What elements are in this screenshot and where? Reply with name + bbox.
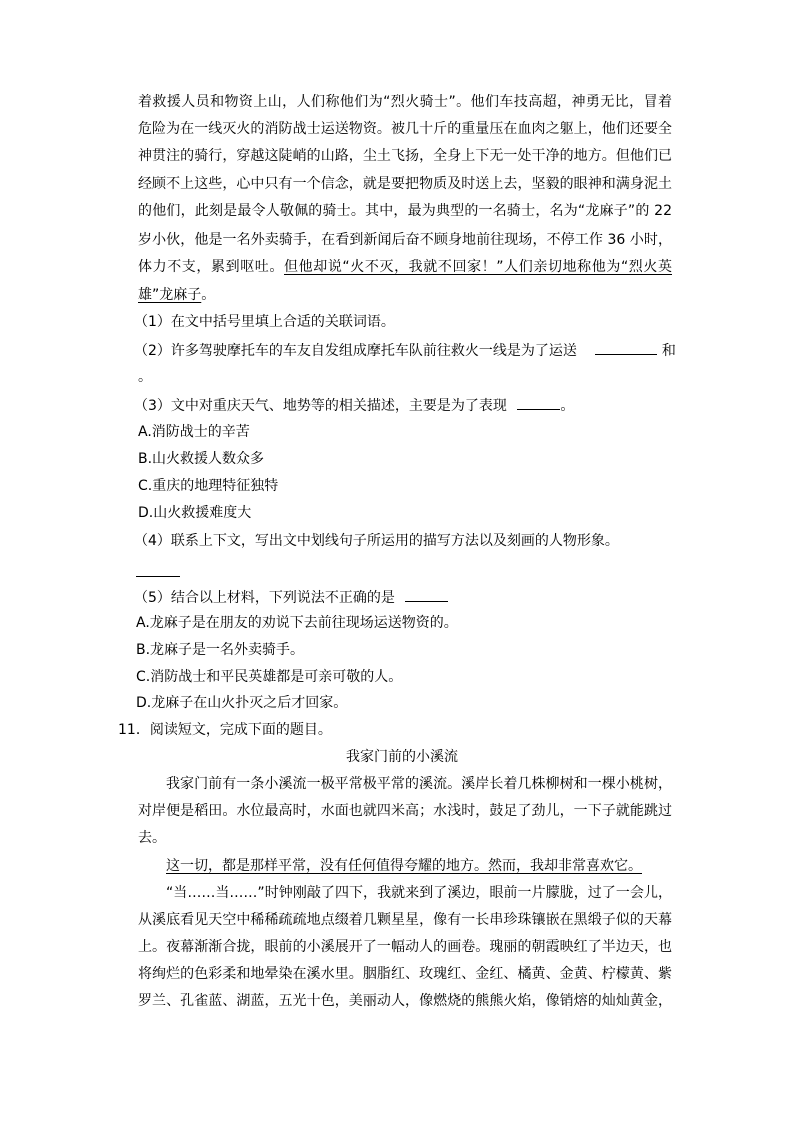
question-5-text: （5）结合以上材料，下列说法不正确的是 [134,590,395,606]
q5-option-a: A.龙麻子是在朋友的劝说下去前往现场运送物资的。 [136,615,458,631]
underlined-sentence: 雄”龙麻子 [138,287,202,303]
text-segment: 罗兰、孔雀蓝、湖蓝，五光十色，美丽动人，像燃烧的熊熊火焰，像销熔的灿灿黄金， [138,993,672,1009]
text-segment: 从溪底看见天空中稀稀疏疏地点缀着几颗星星，像有一长串珍珠镶嵌在黑缎子似的天幕 [138,912,672,928]
question-1: （1）在文中括号里填上合适的关联词语。 [134,314,395,330]
text-segment: 对岸便是稻田。水位最高时，水面也就四米高；水浅时，鼓足了劲儿，一下子就能跳过 [138,803,672,819]
text-segment: 危险为在一线灭火的消防战士运送物资。被几十斤的重量压在血肉之躯上，他们还要全 [138,121,672,137]
q5-option-c: C.消防战士和平民英雄都是可亲可敬的人。 [136,669,403,685]
text-line [166,883,672,903]
text-line [138,285,215,305]
question-2-and: 和 [661,343,676,359]
text-line [138,964,672,984]
question-3-text: （3）文中对重庆天气、地势等的相关描述，主要是为了表现 [134,398,507,414]
text-line [138,201,672,221]
text-line [166,774,672,794]
text-line [138,92,672,112]
text-segment: 经顾不上这些，心中只有一个信念，就是要把物质及时送上去，坚毅的眼神和满身泥土 [138,176,672,192]
q3-option-b: B.山火救援人数众多 [138,451,265,467]
text-line [166,856,642,876]
text-line [138,991,672,1011]
text-line [138,257,672,277]
q5-option-b: B.龙麻子是一名外卖骑手。 [136,642,305,658]
question-2 [134,340,676,360]
answer-blank[interactable] [405,587,448,602]
q5-option-d: D.龙麻子在山火扑灭之后才回家。 [136,695,348,711]
answer-blank[interactable] [136,576,180,577]
question-2-text: （2）许多驾驶摩托车的车友自发组成摩托车队前往救火一线是为了运送 [134,343,577,359]
question-11-prompt: 11．阅读短文，完成下面的题目。 [118,722,332,738]
text-line [138,230,672,250]
text-segment: 着救援人员和物资上山，人们称他们为“烈火骑士”。他们车技高超，神勇无比，冒着 [138,94,672,110]
text-segment: 神贯注的骑行，穿越这陡峭的山路，尘土飞扬，全身上下无一处干净的地方。但他们已 [138,148,672,164]
answer-blank[interactable] [595,340,657,355]
text-segment: 去。 [138,830,166,846]
question-5 [134,587,448,607]
text-segment: 体力不支，累到呕吐。 [138,259,285,275]
q3-option-c: C.重庆的地理特征独特 [138,478,279,494]
text-segment: 。 [201,287,216,303]
text-line [138,910,672,930]
text-line [138,174,672,194]
text-line [138,146,672,166]
underlined-sentence: 这一切，都是那样平常，没有任何值得夸耀的地方。然而，我却非常喜欢它。 [166,858,642,874]
text-line [138,119,672,139]
text-line [138,937,672,957]
question-3-end: 。 [560,398,575,414]
question-4: （4）联系上下文，写出文中划线句子所运用的描写方法以及刻画的人物形象。 [134,533,619,549]
article-title: 我家门前的小溪流 [346,749,458,765]
text-line [138,828,166,848]
underlined-sentence: 但他却说“火不灭，我就不回家！”人们亲切地称他为“烈火英 [284,259,672,275]
text-segment: 岁小伙，他是一名外卖骑手，在看到新闻后奋不顾身地前往现场，不停工作 36 小时， [138,232,672,248]
answer-blank[interactable] [517,395,560,410]
text-line [138,801,672,821]
question-3 [134,395,574,415]
text-segment: 的他们，此刻是最令人敬佩的骑士。其中，最为典型的一名骑士，名为“龙麻子”的 22 [138,203,672,219]
text-segment: “当……当……”时钟刚敲了四下，我就来到了溪边，眼前一片朦胧，过了一会儿， [166,885,672,901]
text-segment: 将绚烂的色彩柔和地晕染在溪水里。胭脂红、玫瑰红、金红、橘黄、金黄、柠檬黄、紫 [138,966,672,982]
q3-option-d: D.山火救援难度大 [138,505,252,521]
question-2-end: 。 [138,369,152,385]
text-segment: 上。夜幕渐渐合拢，眼前的小溪展开了一幅动人的画卷。瑰丽的朝霞映红了半边天，也 [138,939,672,955]
text-segment: 我家门前有一条小溪流一极平常极平常的溪流。溪岸长着几株柳树和一棵小桃树， [166,776,672,792]
q3-option-a: A.消防战士的辛苦 [138,424,250,440]
